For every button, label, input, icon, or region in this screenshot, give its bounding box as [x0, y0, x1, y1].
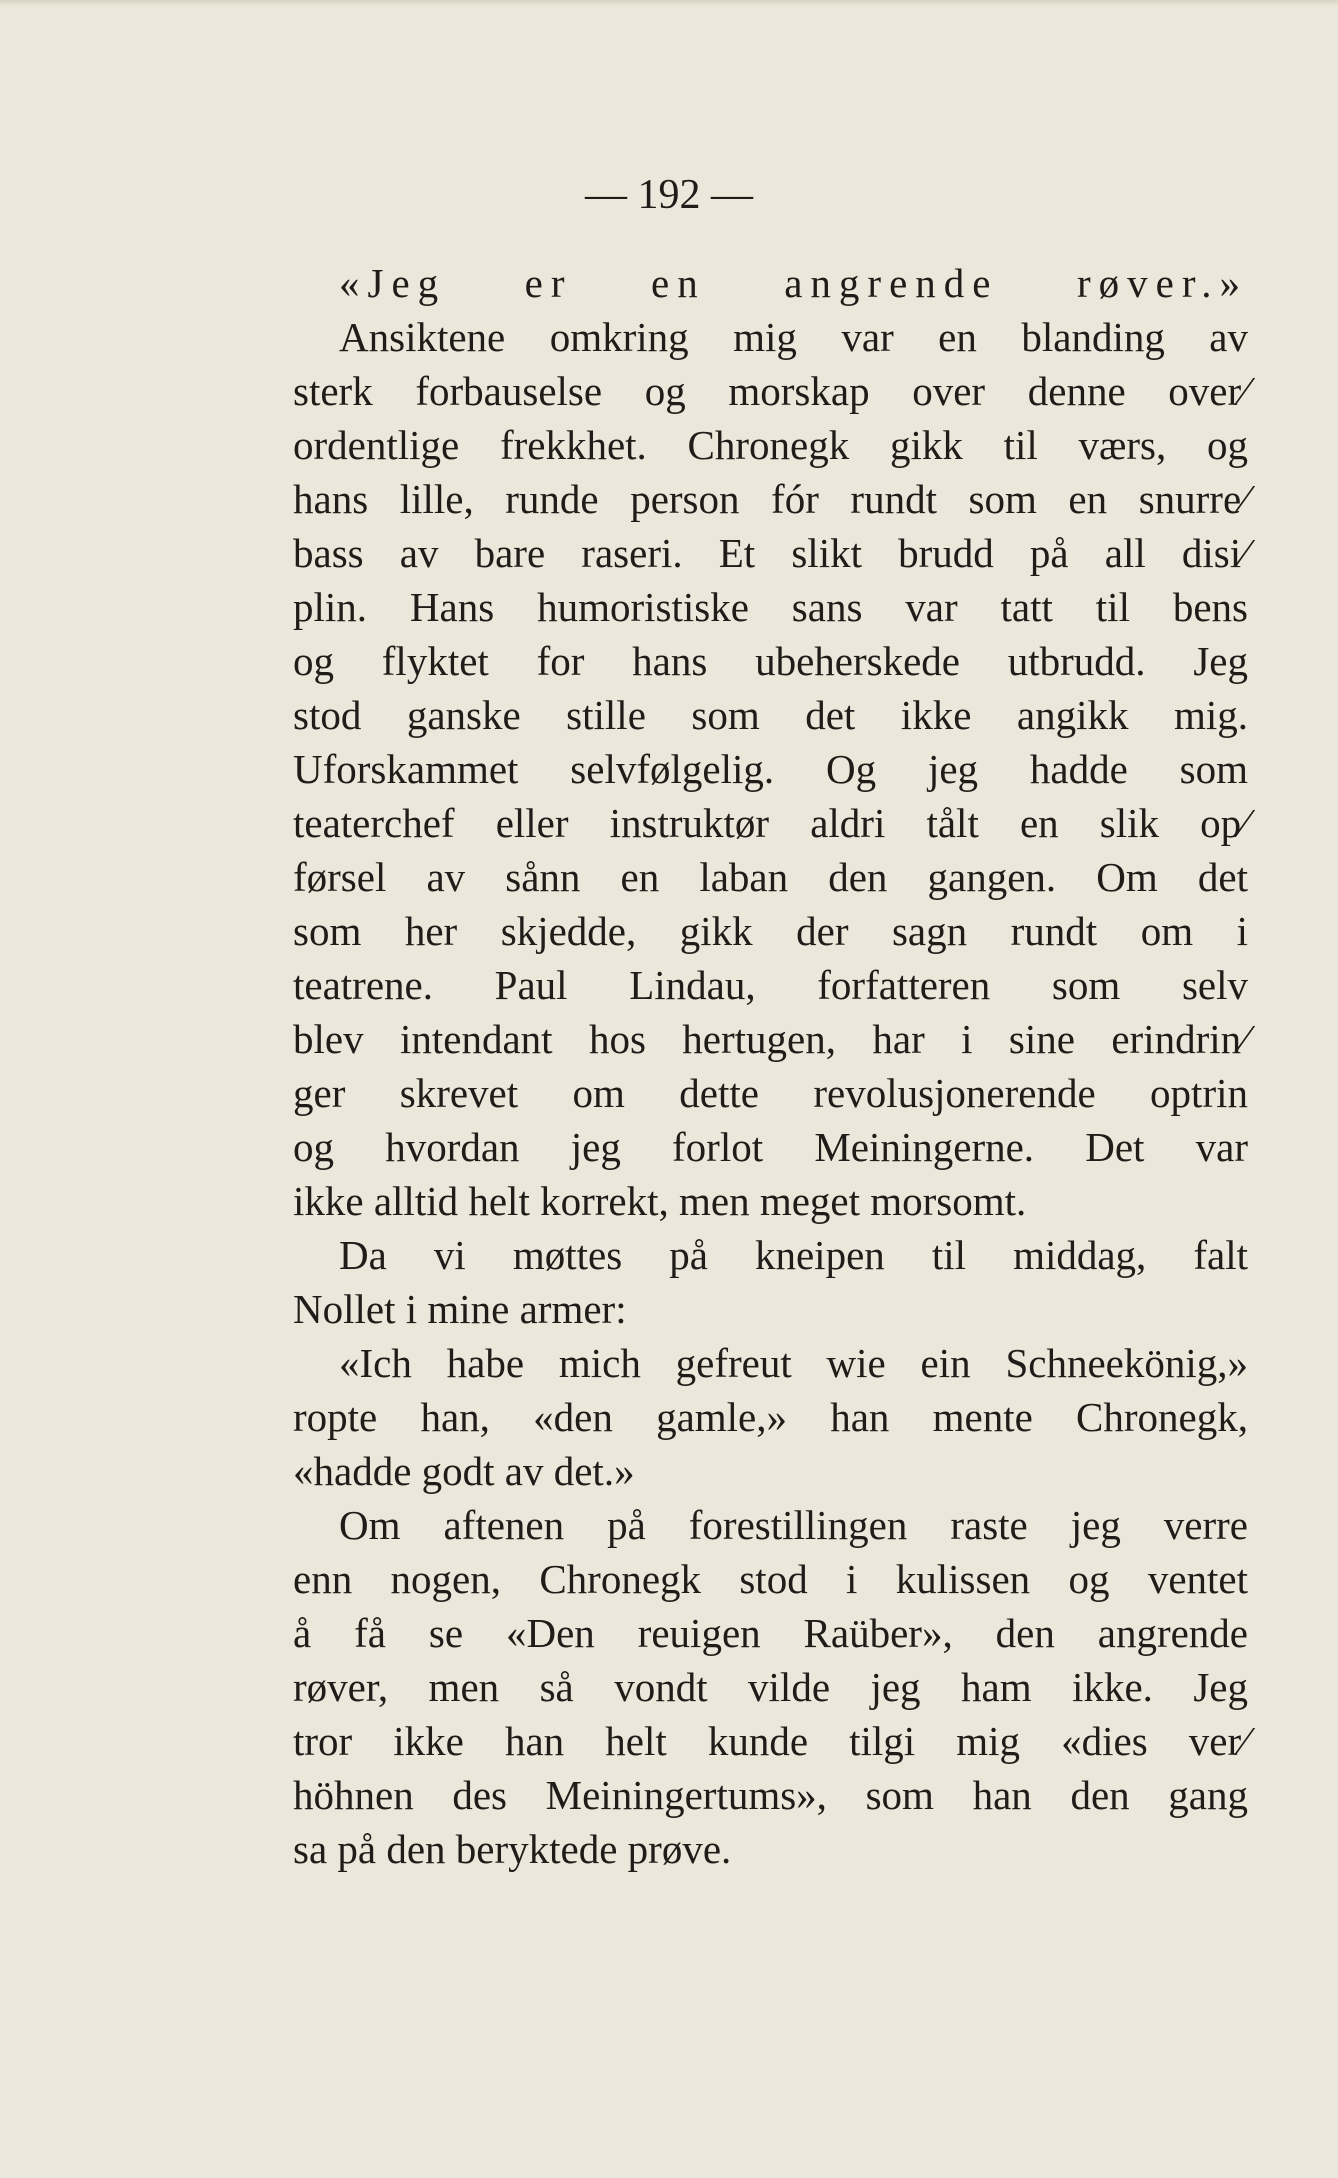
- page-top-edge: [0, 0, 1338, 6]
- text-line: blev intendant hos hertugen, har i sine erindrin⁄: [293, 1016, 1248, 1062]
- text-line: Uforskammet selvfølgelig. Og jeg hadde som: [293, 746, 1248, 792]
- text-line: enn nogen, Chronegk stod i kulissen og ventet: [293, 1556, 1248, 1602]
- body-text: [293, 256, 1248, 1876]
- text-line: plin. Hans humoristiske sans var tatt til bens: [293, 584, 1248, 630]
- text-line: ordentlige frekkhet. Chronegk gikk til værs, og: [293, 422, 1248, 468]
- text-line: sa på den beryktede prøve.: [293, 1826, 732, 1872]
- text-line: å få se «Den reuigen Raüber», den angrende: [293, 1610, 1248, 1656]
- text-line: stod ganske stille som det ikke angikk mig.: [293, 692, 1248, 738]
- text-line: hans lille, runde person fór rundt som en snurre⁄: [293, 476, 1248, 522]
- text-line: teaterchef eller instruktør aldri tålt en slik op⁄: [293, 800, 1248, 846]
- text-line: førsel av sånn en laban den gangen. Om det: [293, 854, 1248, 900]
- text-line: og hvordan jeg forlot Meiningerne. Det var: [293, 1124, 1248, 1170]
- text-line: Ansiktene omkring mig var en blanding av: [339, 314, 1248, 360]
- text-line: og flyktet for hans ubeherskede utbrudd. Jeg: [293, 638, 1248, 684]
- text-line: Da vi møttes på kneipen til middag, falt: [339, 1232, 1248, 1278]
- text-line: røver, men så vondt vilde jeg ham ikke. Jeg: [293, 1664, 1248, 1710]
- text-line: höhnen des Meiningertums», som han den gang: [293, 1772, 1248, 1818]
- text-line: «Ich habe mich gefreut wie ein Schneekönig,»: [339, 1340, 1248, 1386]
- text-line: Om aftenen på forestillingen raste jeg verre: [339, 1502, 1248, 1548]
- text-line: ropte han, «den gamle,» han mente Chronegk,: [293, 1394, 1248, 1440]
- text-line: teatrene. Paul Lindau, forfatteren som selv: [293, 962, 1248, 1008]
- text-line: som her skjedde, gikk der sagn rundt om i: [293, 908, 1248, 954]
- page-number: — 192 —: [585, 172, 753, 218]
- text-line: tror ikke han helt kunde tilgi mig «dies ver⁄: [293, 1718, 1248, 1764]
- text-line: «hadde godt av det.»: [293, 1448, 635, 1494]
- text-line: ger skrevet om dette revolusjonerende optrin: [293, 1070, 1248, 1116]
- text-line: bass av bare raseri. Et slikt brudd på all disi⁄: [293, 530, 1248, 576]
- text-line: sterk forbauselse og morskap over denne over⁄: [293, 368, 1248, 414]
- text-line: «Jeg er en angrende røver.»: [339, 260, 1248, 306]
- text-line: Nollet i mine armer:: [293, 1286, 627, 1332]
- text-line: ikke alltid helt korrekt, men meget morsomt.: [293, 1178, 1027, 1224]
